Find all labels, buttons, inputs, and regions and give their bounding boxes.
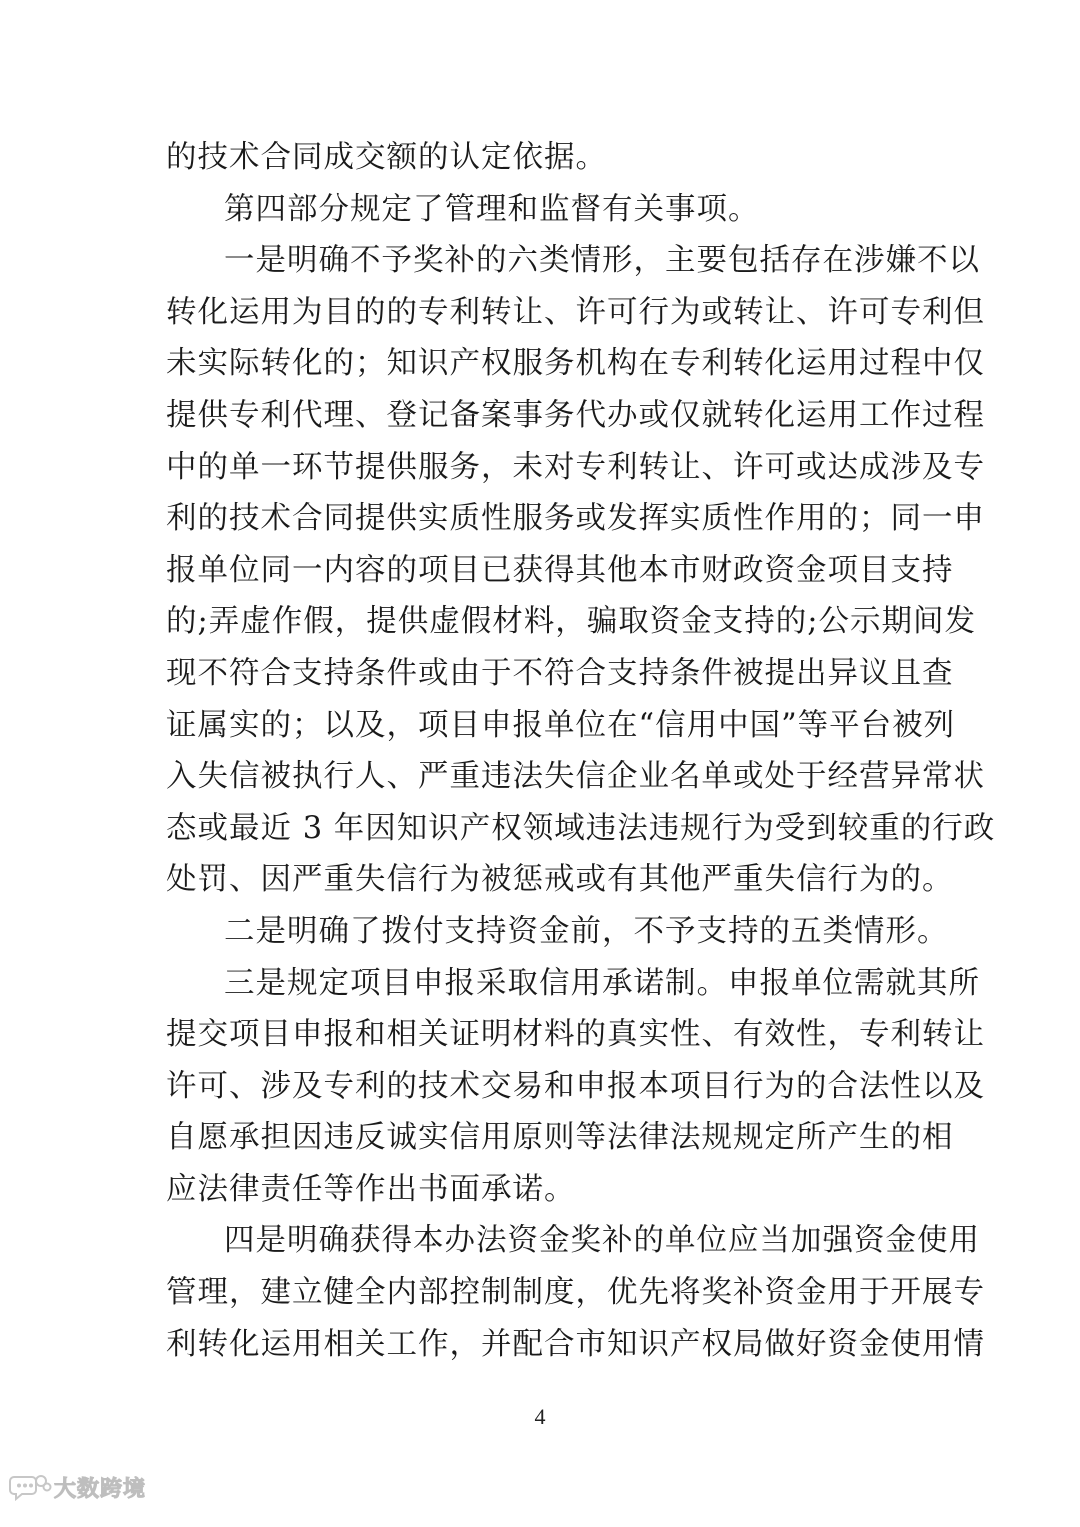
text-line: 一是明确不予奖补的六类情形，主要包括存在涉嫌不以 [224,243,980,279]
text-line: 二是明确了拨付支持资金前，不予支持的五类情形。 [224,913,949,949]
watermark [8,1470,146,1504]
text-line: 三是规定项目申报采取信用承诺制。申报单位需就其所 [224,965,980,1001]
text-line: 四是明确获得本办法资金奖补的单位应当加强资金使用 [224,1223,980,1259]
text-line: 的;弄虚作假，提供虚假材料，骗取资金支持的;公示期间发 [166,604,977,640]
text-line: 态或最近 3 年因知识产权领域违法违规行为受到较重的行政 [166,810,996,846]
text-line: 处罚、因严重失信行为被惩戒或有其他严重失信行为的。 [166,862,954,898]
watermark-text: 大数跨境 [54,1476,147,1502]
text-line: 未实际转化的；知识产权服务机构在专利转化运用过程中仅 [166,346,985,382]
chat-bubble-logo-icon [8,1472,52,1502]
text-line: 报单位同一内容的项目已获得其他本市财政资金项目支持 [166,552,954,588]
text-line: 提供专利代理、登记备案事务代办或仅就转化运用工作过程 [166,397,985,433]
text-line: 自愿承担因违反诚实信用原则等法律法规规定所产生的相 [166,1120,954,1156]
text-line: 的技术合同成交额的认定依据。 [166,140,607,175]
text-line: 第四部分规定了管理和监督有关事项。 [224,191,760,227]
text-line: 证属实的；以及，项目申报单位在“信用中国”等平台被列 [166,707,956,743]
text-line: 提交项目申报和相关证明材料的真实性、有效性，专利转让 [166,1017,985,1053]
text-line: 许可、涉及专利的技术交易和申报本项目行为的合法性以及 [166,1068,985,1104]
text-line: 利的技术合同提供实质性服务或发挥实质性作用的；同一申 [166,501,985,537]
text-line: 转化运用为目的的专利转让、许可行为或转让、许可专利但 [166,294,985,330]
document-body [166,132,996,1370]
text-line: 管理，建立健全内部控制制度，优先将奖补资金用于开展专 [166,1275,985,1311]
page-number: 4 [534,1404,546,1429]
text-line: 利转化运用相关工作，并配合市知识产权局做好资金使用情 [166,1326,985,1362]
text-line: 应法律责任等作出书面承诺。 [166,1171,576,1207]
text-line: 现不符合支持条件或由于不符合支持条件被提出异议且查 [166,655,954,691]
text-line: 入失信被执行人、严重违法失信企业名单或处于经营异常状 [166,759,985,795]
text-line: 中的单一环节提供服务，未对专利转让、许可或达成涉及专 [166,449,985,485]
